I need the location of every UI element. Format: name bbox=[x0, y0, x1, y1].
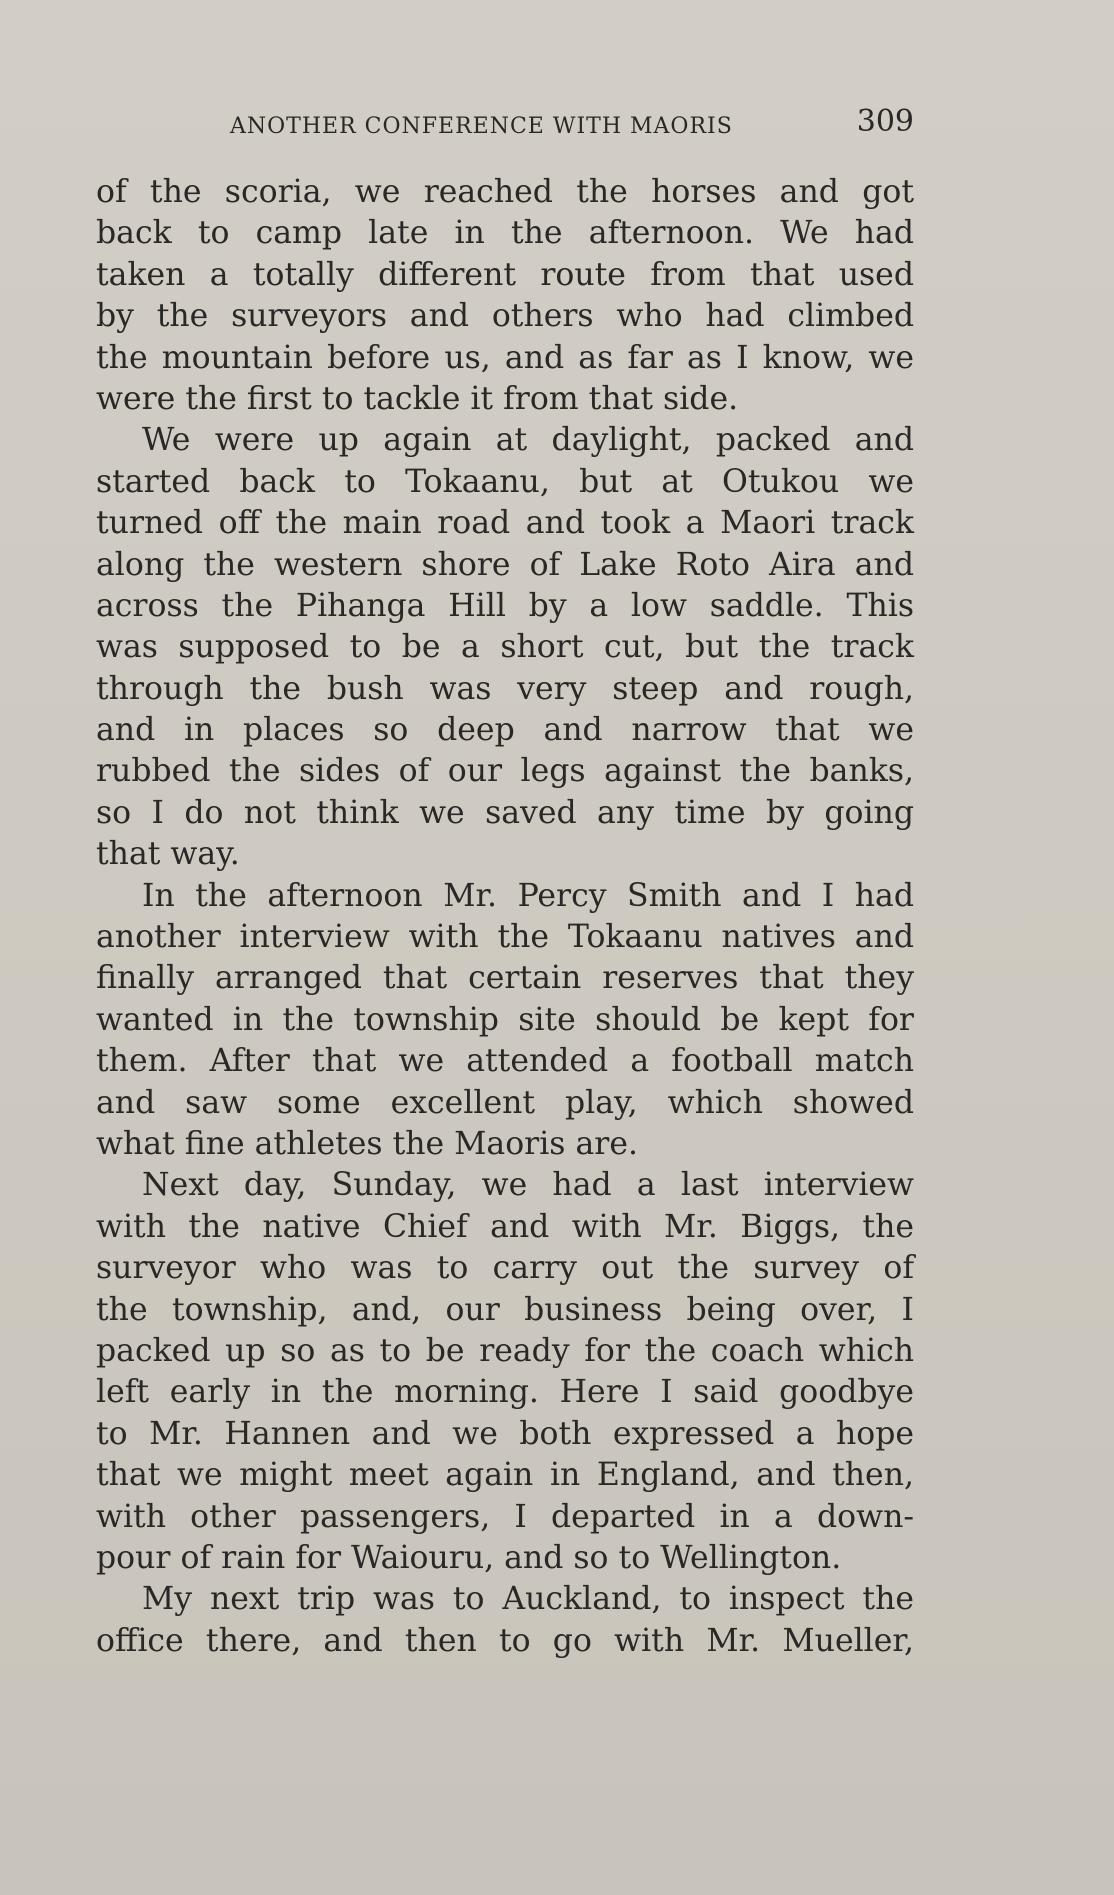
text-line: We were up again at daylight, packed and bbox=[142, 422, 914, 459]
text-line: and saw some excellent play, which showed bbox=[96, 1084, 914, 1121]
text-line: across the Pihanga Hill by a low saddle. This bbox=[96, 587, 914, 624]
running-title: ANOTHER CONFERENCE WITH MAORIS bbox=[230, 114, 733, 139]
text-line: office there, and then to go with Mr. Mueller, bbox=[96, 1622, 914, 1659]
text-line: started back to Tokaanu, but at Otukou we bbox=[96, 463, 914, 500]
text-line: that we might meet again in England, and then, bbox=[96, 1457, 914, 1494]
text-line: by the surveyors and others who had climbed bbox=[96, 298, 914, 335]
text-line: the township, and, our business being over, I bbox=[96, 1291, 914, 1328]
text-line: so I do not think we saved any time by going bbox=[96, 794, 914, 831]
text-line: of the scoria, we reached the horses and got bbox=[96, 174, 914, 210]
text-line: pour of rain for Waiouru, and so to Wellington. bbox=[96, 1539, 842, 1576]
text-line: back to camp late in the afternoon. We had bbox=[96, 215, 914, 252]
text-line: another interview with the Tokaanu natives and bbox=[96, 919, 914, 956]
body-text bbox=[96, 172, 914, 1662]
text-line: them. After that we attended a football match bbox=[96, 1043, 914, 1080]
text-line: with other passengers, I departed in a down- bbox=[96, 1498, 914, 1535]
running-head bbox=[96, 104, 914, 148]
text-line: left early in the morning. Here I said goodbye bbox=[96, 1374, 914, 1411]
text-line: and in places so deep and narrow that we bbox=[96, 712, 914, 749]
text-line: through the bush was very steep and rough, bbox=[96, 670, 914, 707]
text-line: was supposed to be a short cut, but the track bbox=[96, 629, 914, 666]
text-line: the mountain before us, and as far as I know, we bbox=[96, 339, 914, 376]
text-line: In the afternoon Mr. Percy Smith and I had bbox=[142, 877, 914, 914]
text-line: finally arranged that certain reserves that they bbox=[96, 960, 914, 997]
text-line: surveyor who was to carry out the survey of bbox=[96, 1250, 914, 1287]
text-line: My next trip was to Auckland, to inspect the bbox=[142, 1581, 914, 1618]
text-line: to Mr. Hannen and we both expressed a hope bbox=[96, 1415, 914, 1452]
text-line: packed up so as to be ready for the coach which bbox=[96, 1332, 914, 1369]
text-line: rubbed the sides of our legs against the banks, bbox=[96, 753, 914, 790]
text-line: taken a totally different route from that used bbox=[96, 256, 914, 293]
text-line: with the native Chief and with Mr. Biggs, the bbox=[96, 1208, 914, 1245]
text-line: turned off the main road and took a Maori track bbox=[96, 505, 914, 542]
text-line: wanted in the township site should be kept for bbox=[96, 1001, 914, 1038]
text-line: Next day, Sunday, we had a last interview bbox=[142, 1167, 914, 1204]
text-line: were the first to tackle it from that side. bbox=[96, 380, 739, 417]
page-number: 309 bbox=[856, 104, 914, 139]
text-line: that way. bbox=[96, 836, 240, 873]
text-line: what fine athletes the Maoris are. bbox=[96, 1125, 638, 1162]
text-line: along the western shore of Lake Roto Aira and bbox=[96, 546, 914, 583]
